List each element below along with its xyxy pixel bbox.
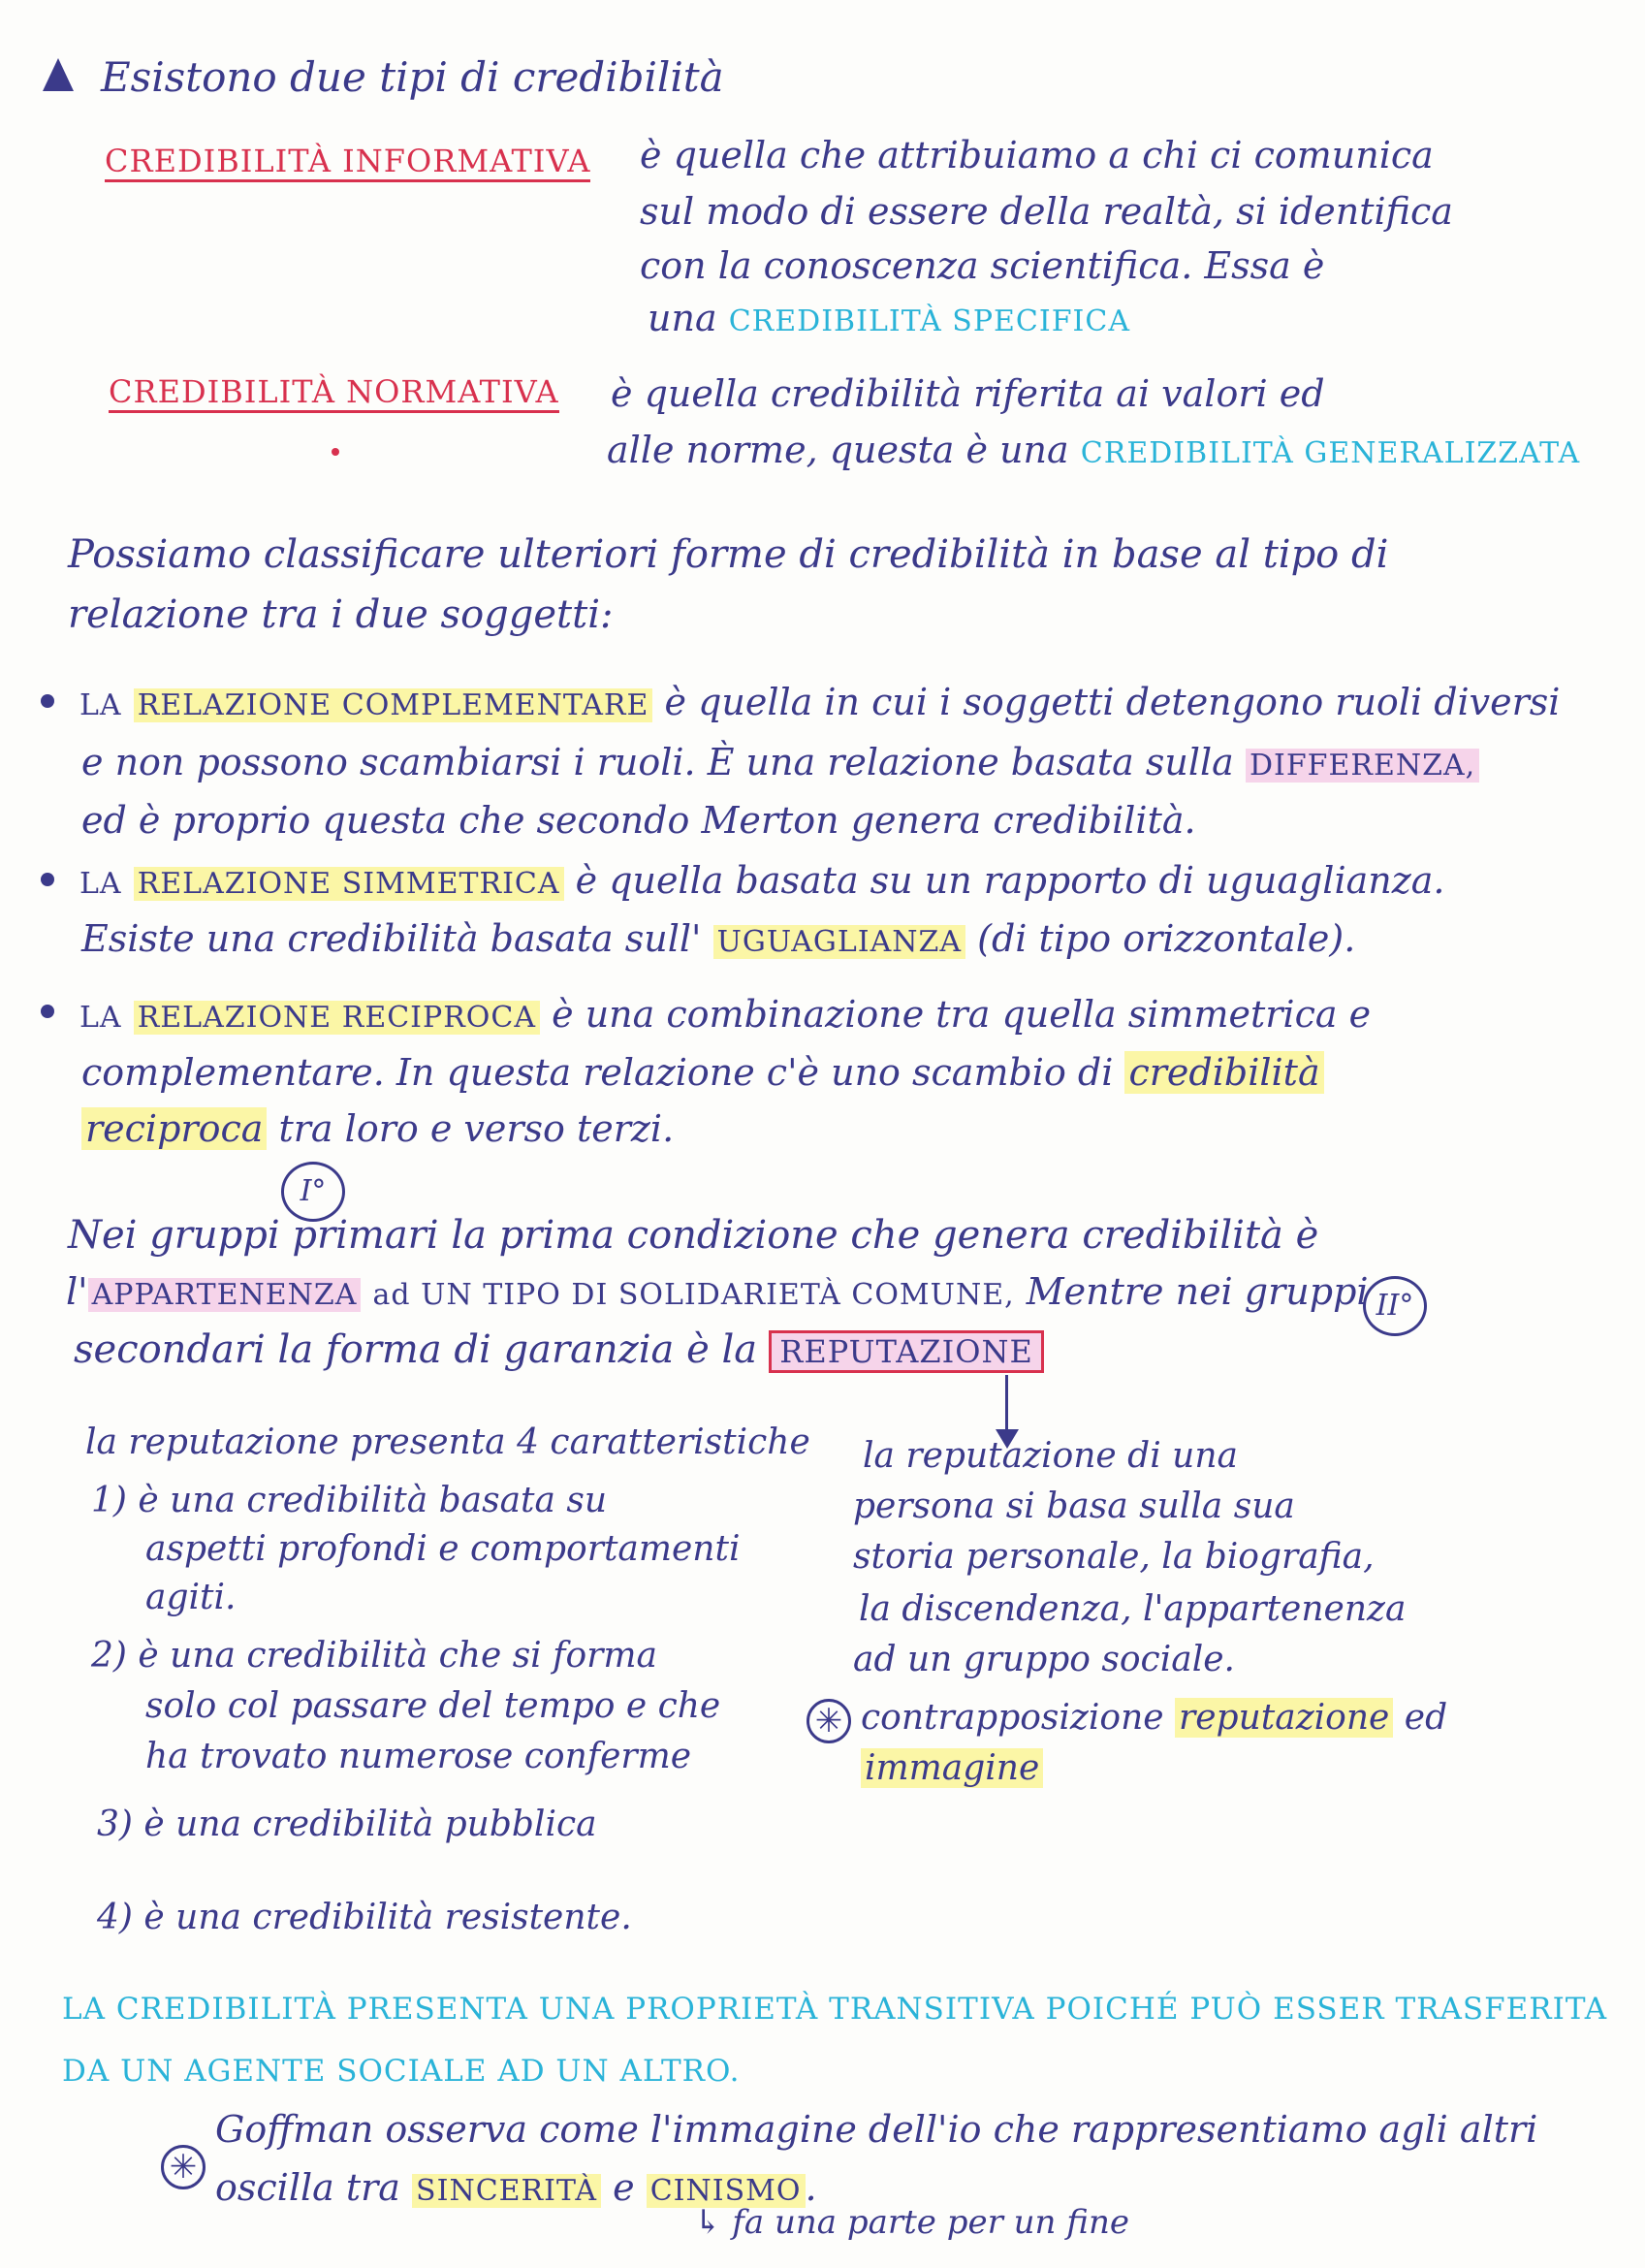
informativa-line-3: con la conoscenza scientifica. Essa è: [640, 244, 1325, 287]
transitiva-line-2: DA UN AGENTE SOCIALE AD UN ALTRO.: [62, 2054, 741, 2089]
informativa-term-line: [105, 136, 590, 184]
reputazione-box: REPUTAZIONE: [769, 1330, 1044, 1373]
relazione-complementare: RELAZIONE COMPLEMENTARE: [134, 688, 653, 722]
cinismo: CINISMO: [647, 2174, 806, 2208]
gruppi-line-3: [74, 1326, 1044, 1375]
arrow-down-icon: [1005, 1375, 1008, 1433]
relazione-simmetrica: RELAZIONE SIMMETRICA: [134, 867, 564, 901]
normativa-term: CREDIBILITÀ NORMATIVA: [109, 373, 559, 413]
goffman-line-3: ↳ fa una parte per un fine: [694, 2203, 1129, 2242]
caratteristica-4: 4) è una credibilità resistente.: [97, 1898, 632, 1937]
immagine-word: immagine: [861, 1748, 1043, 1788]
sincerita: SINCERITÀ: [412, 2174, 601, 2208]
simmetrica-line-2-c: (di tipo orizzontale).: [977, 917, 1356, 960]
bullet-icon: [41, 1005, 54, 1018]
triangle-icon: [43, 58, 74, 91]
simmetrica-line-2-a: Esiste una credibilità basata sull': [81, 917, 702, 960]
gruppi-line-1: Nei gruppi primari la prima condizione che genera credibilità è: [68, 1213, 1319, 1258]
normativa-line-2: [607, 427, 1580, 477]
reputazione-note-1: la reputazione di una: [863, 1436, 1239, 1476]
informativa-line-4-a: una: [648, 297, 717, 339]
complementare-line-3: ed è proprio questa che secondo Merton genera credibilità.: [81, 799, 1196, 842]
reputazione-note-4: la discendenza, l'appartenenza: [859, 1589, 1407, 1629]
caratteristica-1c: agiti.: [145, 1578, 237, 1617]
informativa-line-4: [648, 295, 1130, 345]
reciproca-word: reciproca: [81, 1107, 267, 1150]
reciproca-line-2-a: complementare. In questa relazione c'è uno scambio di: [81, 1051, 1114, 1094]
secondary-group-badge: II°: [1363, 1276, 1427, 1336]
contrapposizione: contrapposizione: [861, 1698, 1164, 1738]
caratteristica-3: 3) è una credibilità pubblica: [97, 1805, 597, 1844]
informativa-line-2: sul modo di essere della realtà, si identifica: [640, 190, 1453, 233]
caratteristica-1b: aspetti profondi e comportamenti: [145, 1529, 741, 1569]
page-title: Esistono due tipi di credibilità: [101, 53, 724, 101]
goffman-line-1: Goffman osserva come l'immagine dell'io che rappresentiamo agli altri: [215, 2108, 1538, 2151]
simmetrica-line-1: [79, 857, 1445, 908]
goffman-period: .: [805, 2166, 817, 2209]
gruppi-line-3-a: secondari la forma di garanzia è la: [74, 1327, 758, 1372]
uguaglianza: UGUAGLIANZA: [713, 925, 965, 959]
complementare-line-2: [81, 739, 1479, 789]
asterisk-icon: ✳: [161, 2145, 206, 2189]
caratteristiche-head: la reputazione presenta 4 caratteristiche: [85, 1422, 810, 1462]
reciproca-line-3: [81, 1105, 674, 1152]
goffman-e: e: [613, 2166, 635, 2209]
complementare-text: è quella in cui i soggetti detengono ruoli diversi: [664, 681, 1561, 723]
gruppi-line-2-a: l': [66, 1270, 88, 1313]
reputazione-note-6: [861, 1695, 1447, 1741]
bullet-icon: [41, 694, 54, 708]
reputazione-word: reputazione: [1175, 1698, 1393, 1738]
goffman-line-2-a: oscilla tra: [215, 2166, 400, 2209]
reciproca-la: LA: [79, 1001, 122, 1035]
informativa-line-1: è quella che attribuiamo a chi ci comunica: [640, 134, 1434, 176]
intro-line-2: relazione tra i due soggetti:: [68, 592, 614, 637]
reciproca-line-2: [81, 1049, 1324, 1096]
caratteristica-2b: solo col passare del tempo e che: [145, 1686, 721, 1726]
simmetrica-text: è quella basata su un rapporto di uguaglianza.: [575, 859, 1445, 902]
reciproca-line-1: [79, 991, 1371, 1041]
gruppi-line-2-d: Mentre nei gruppi: [1026, 1270, 1369, 1313]
informativa-term: CREDIBILITÀ INFORMATIVA: [105, 143, 590, 182]
complementare-la: LA: [79, 688, 122, 722]
credibilita-generalizzata: CREDIBILITÀ GENERALIZZATA: [1080, 436, 1581, 470]
caratteristica-2c: ha trovato numerose conferme: [145, 1737, 692, 1776]
normativa-line-2-a: alle norme, questa è una: [607, 429, 1069, 471]
gruppi-line-2: [66, 1268, 1369, 1319]
relazione-reciproca: RELAZIONE RECIPROCA: [134, 1001, 540, 1035]
asterisk-icon: ✳: [807, 1699, 851, 1743]
reputazione-note-3: storia personale, la biografia,: [853, 1537, 1375, 1577]
red-dot: [332, 448, 339, 456]
normativa-term-line: [109, 367, 559, 415]
reputazione-note-5: ad un gruppo sociale.: [853, 1640, 1235, 1679]
bullet-icon: [41, 873, 54, 886]
credibilita-specifica: CREDIBILITÀ SPECIFICA: [728, 304, 1131, 338]
simmetrica-line-2: [81, 915, 1355, 966]
differenza: DIFFERENZA,: [1246, 749, 1479, 783]
transitiva-line-1: LA CREDIBILITÀ PRESENTA UNA PROPRIETÀ TRANSITIVA POICHÉ PUÒ ESSER TRASFERITA: [62, 1992, 1608, 2027]
reciproca-line-3-b: tra loro e verso terzi.: [278, 1107, 675, 1150]
solidarieta-comune: ad UN TIPO DI SOLIDARIETÀ COMUNE,: [372, 1278, 1015, 1312]
reputazione-note-7: [861, 1745, 1043, 1792]
appartenenza: APPARTENENZA: [88, 1278, 362, 1312]
reciproca-text: è una combinazione tra quella simmetrica e: [552, 993, 1372, 1036]
complementare-line-2-a: e non possono scambiarsi i ruoli. È una relazione basata sulla: [81, 741, 1234, 783]
reciproca-credibilita: credibilità: [1124, 1051, 1323, 1094]
complementare-line-1: [79, 679, 1560, 729]
ed-word: ed: [1404, 1698, 1448, 1738]
intro-line-1: Possiamo classificare ulteriori forme di credibilità in base al tipo di: [68, 532, 1389, 577]
reputazione-note-2: persona si basa sulla sua: [853, 1486, 1295, 1526]
primary-group-badge: I°: [281, 1162, 345, 1222]
caratteristica-2a: 2) è una credibilità che si forma: [91, 1636, 657, 1676]
normativa-line-1: è quella credibilità riferita ai valori ed: [611, 372, 1325, 415]
caratteristica-1a: 1) è una credibilità basata su: [91, 1481, 608, 1520]
simmetrica-la: LA: [79, 867, 122, 901]
